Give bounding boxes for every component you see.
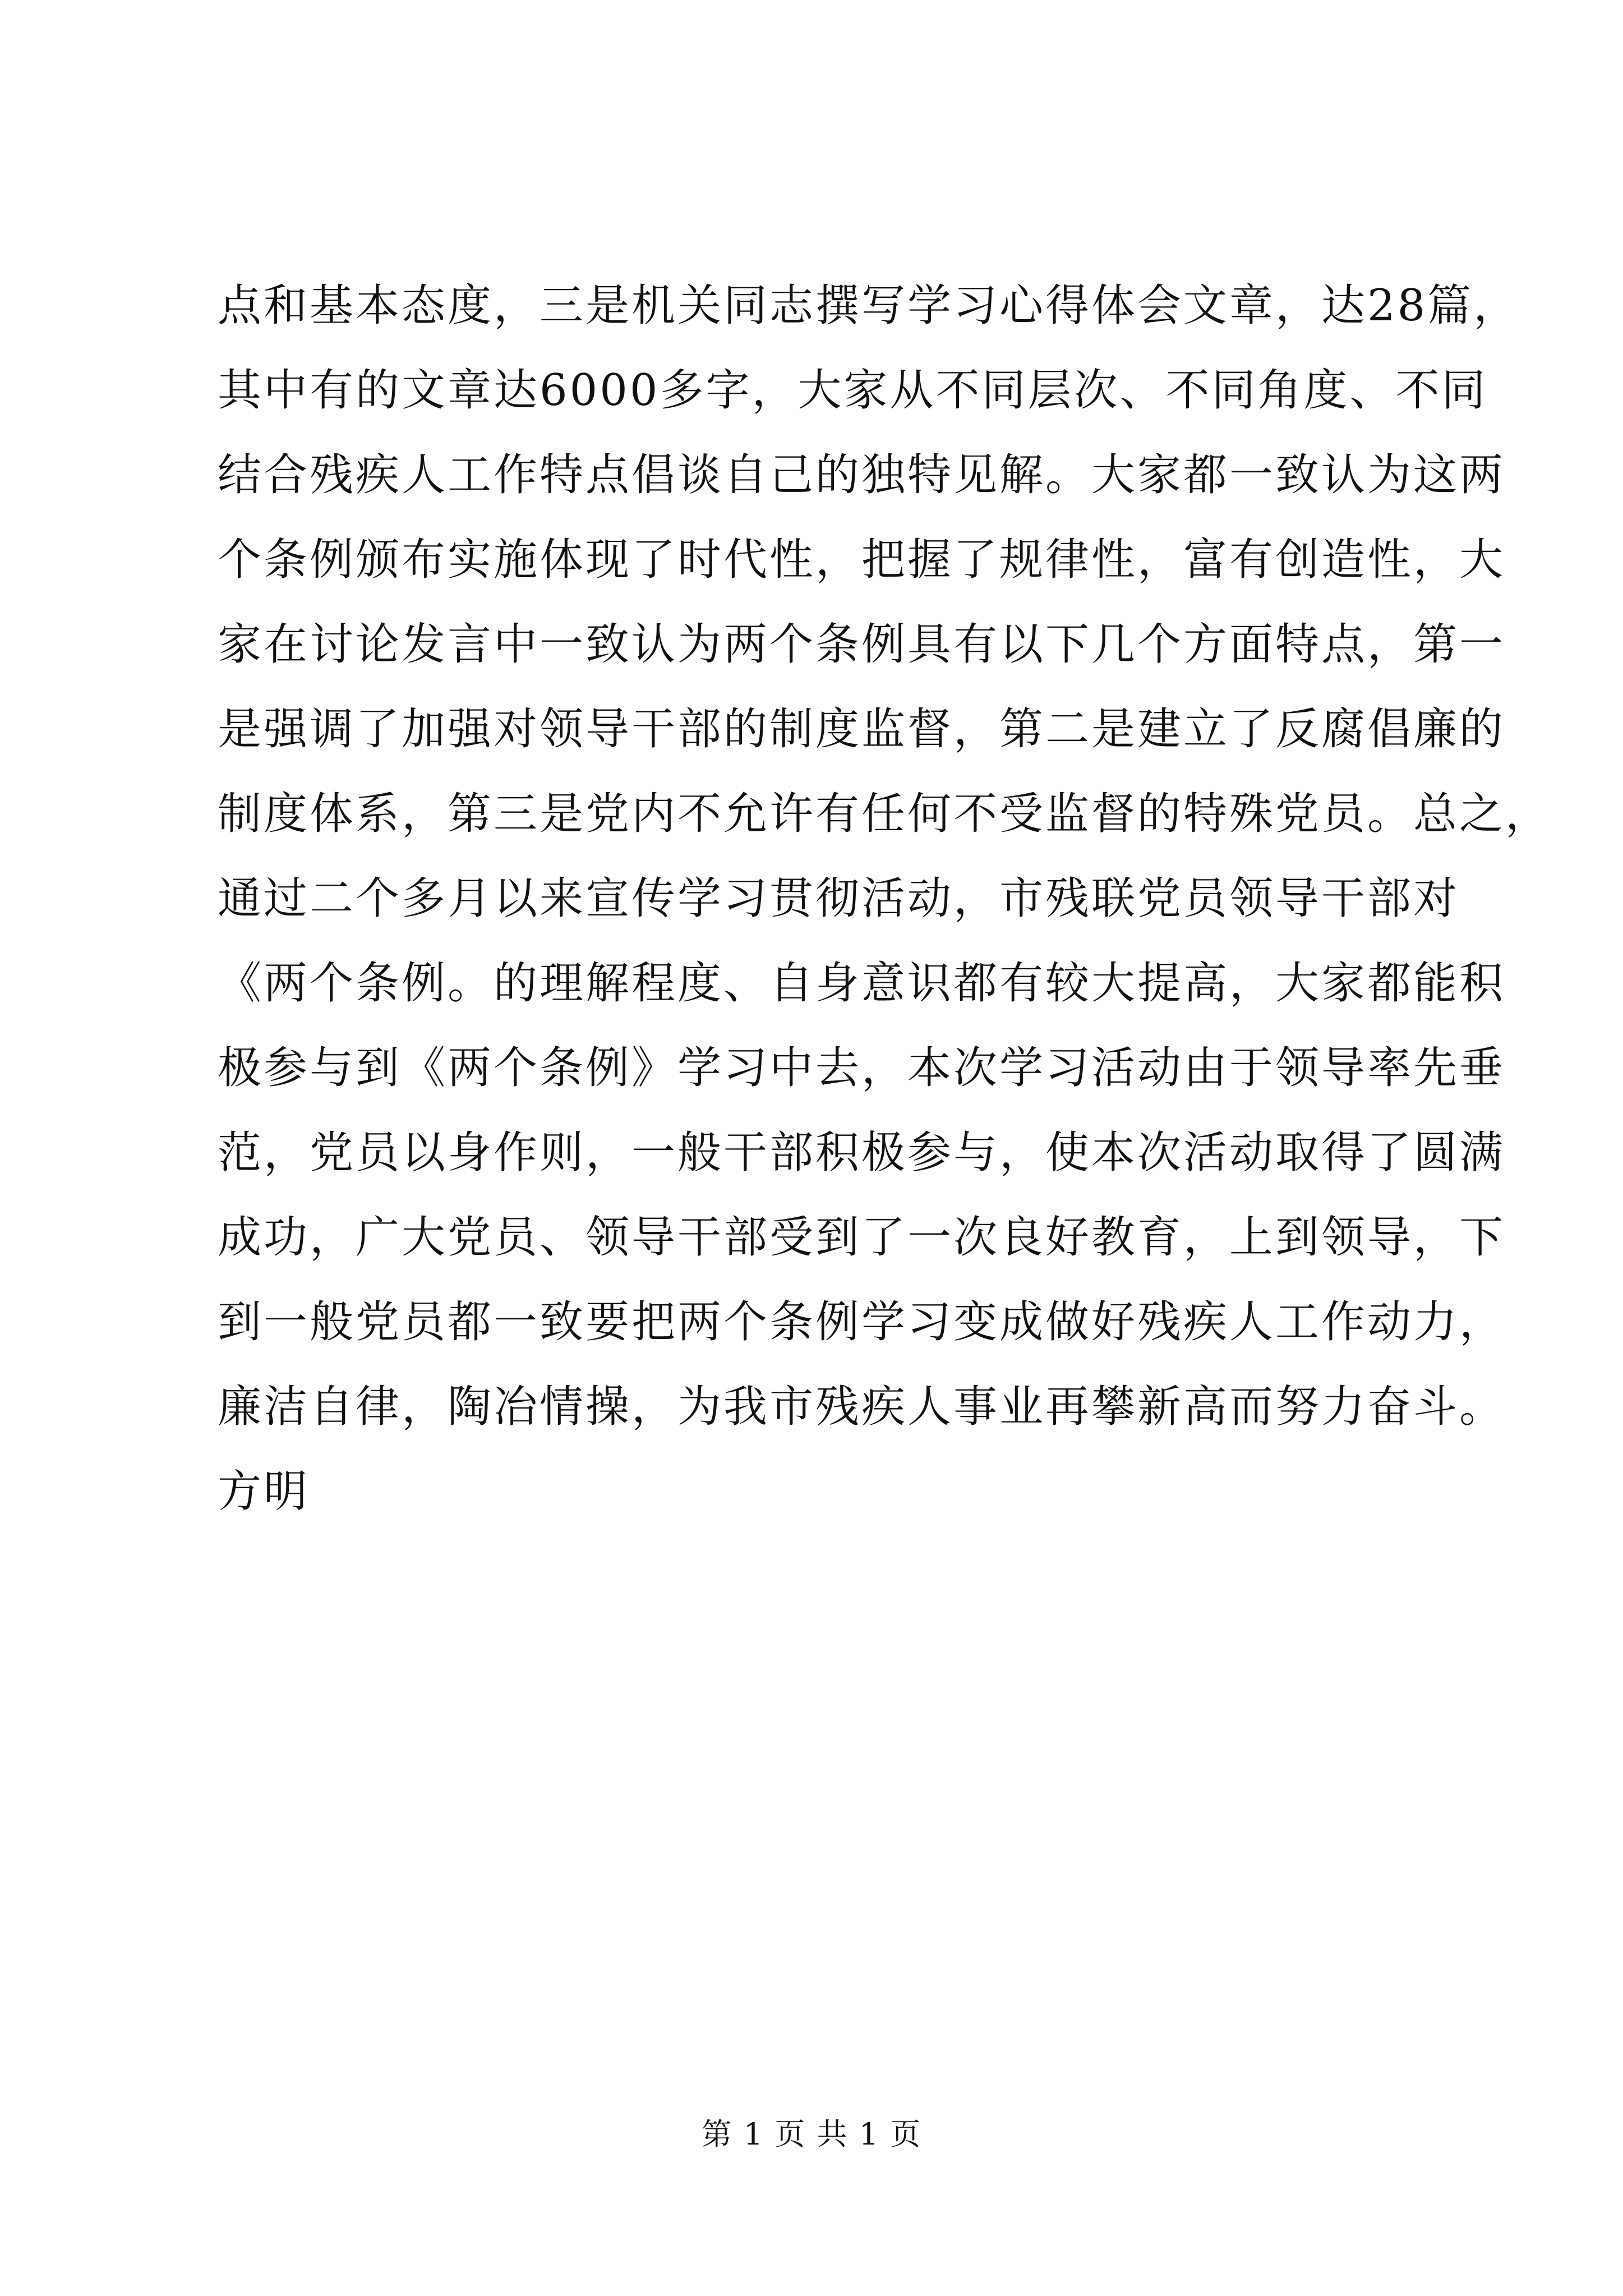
text-line: 成功，广大党员、领导干部受到了一次良好教育，上到领导，下 bbox=[218, 1212, 1506, 1263]
text-line: 个条例颁布实施体现了时代性，把握了规律性，富有创造性，大 bbox=[218, 535, 1506, 585]
page-number-footer: 第 1 页 共 1 页 bbox=[701, 2116, 922, 2152]
body-paragraph bbox=[218, 264, 1552, 1534]
text-line: 家在讨论发言中一致认为两个条例具有以下几个方面特点，第一 bbox=[218, 619, 1506, 670]
text-line: 制度体系，第三是党内不允许有任何不受监督的特殊党员。总之， bbox=[218, 789, 1552, 839]
text-line: 结合残疾人工作特点倡谈自己的独特见解。大家都一致认为这两 bbox=[218, 450, 1506, 500]
text-line: 《两个条例。的理解程度、自身意识都有较大提高，大家都能积 bbox=[218, 958, 1506, 1009]
text-line: 范，党员以身作则，一般干部积极参与，使本次活动取得了圆满 bbox=[218, 1128, 1506, 1178]
text-line: 点和基本态度，三是机关同志撰写学习心得体会文章，达28篇， bbox=[218, 280, 1520, 331]
text-line: 廉洁自律，陶冶情操，为我市残疾人事业再攀新高而努力奋斗。 bbox=[218, 1382, 1506, 1432]
text-line: 其中有的文章达6000多字，大家从不同层次、不同角度、不同 bbox=[218, 365, 1488, 416]
text-line: 是强调了加强对领导干部的制度监督，第二是建立了反腐倡廉的 bbox=[218, 704, 1506, 754]
text-line: 通过二个多月以来宣传学习贯彻活动，市残联党员领导干部对 bbox=[218, 873, 1460, 924]
author-signature: 方明 bbox=[218, 1466, 310, 1517]
text-line: 极参与到《两个条例》学习中去，本次学习活动由于领导率先垂 bbox=[218, 1043, 1506, 1093]
text-line: 到一般党员都一致要把两个条例学习变成做好残疾人工作动力， bbox=[218, 1297, 1506, 1347]
